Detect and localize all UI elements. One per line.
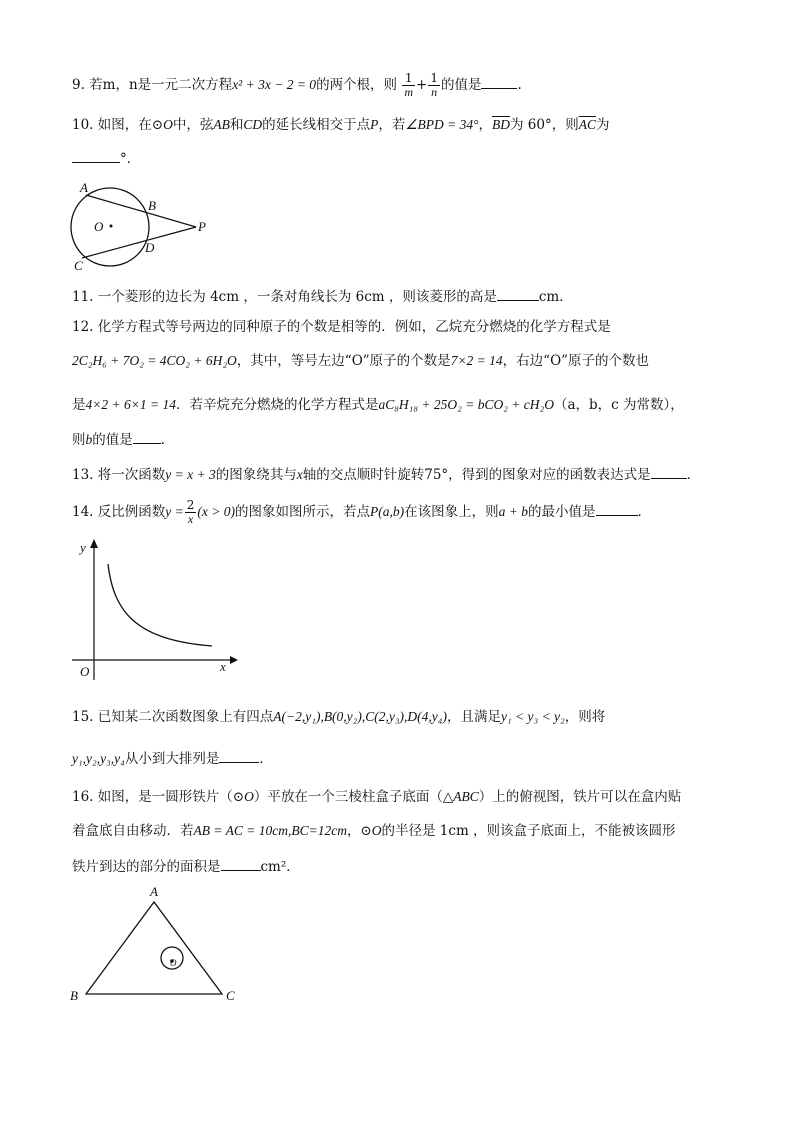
question-11 [72, 288, 573, 306]
text: 的图象如图所示，若点 [235, 504, 370, 520]
answer-blank[interactable] [219, 750, 259, 763]
question-16-line-3 [72, 858, 300, 876]
equation: x² + 3x − 2 = 0 [232, 77, 317, 92]
equation: aC₈H₁₈ + 25O₂ = bCO₂ + cH₂O [378, 397, 554, 412]
denominator: m [404, 85, 414, 99]
text: ．若辛烷充分燃烧的化学方程式是 [175, 397, 379, 413]
equation: 4×2 + 6×1 = 14 [85, 397, 176, 412]
label-b: B [148, 198, 156, 213]
text: 为 60°，则 [509, 117, 579, 133]
answer-blank[interactable] [497, 288, 539, 301]
text: 从小到大排列是 [124, 751, 220, 767]
text: （a，b，c 为常数）， [553, 397, 684, 413]
text: ，且满足 [446, 709, 501, 725]
fraction-1-over-m [402, 72, 415, 99]
text: ，若 [378, 117, 406, 133]
text: 若m，n是一元二次方程 [89, 77, 233, 93]
question-12-line-2 [72, 352, 649, 370]
text: ，⊙ [346, 823, 372, 839]
answer-blank[interactable] [72, 150, 120, 163]
question-9 [72, 72, 522, 99]
label-a: A [150, 884, 158, 899]
equation: AB = AC = 10cm,BC=12cm [193, 823, 347, 838]
var: CD [243, 117, 263, 132]
question-15 [72, 708, 605, 726]
question-number: 16. [72, 789, 94, 805]
condition: (x > 0) [197, 504, 235, 519]
variables: y₁,y₂,y₃,y₄ [72, 751, 125, 766]
text: ，右边“O”原子的个数也 [502, 353, 650, 369]
y-arrow [90, 539, 98, 548]
text: °． [120, 151, 141, 167]
denominator: n [431, 85, 438, 99]
label-c: C [226, 988, 235, 1003]
question-10-blank-line [72, 150, 140, 168]
text: 反比例函数 [97, 504, 166, 520]
question-12-line-1 [72, 318, 611, 336]
denominator: x [187, 512, 194, 526]
fraction-1-over-n [428, 72, 440, 99]
numerator: 2 [186, 498, 195, 512]
question-number: 10. [72, 117, 94, 133]
text: ）平放在一个三棱柱盒子底面（△ [253, 789, 454, 805]
text: 化学方程式等号两边的同种原子的个数是相等的．例如，乙烷充分燃烧的化学方程式是 [97, 319, 611, 335]
question-number: 12. [72, 319, 94, 335]
point: P(a,b) [370, 504, 405, 519]
text: . [517, 77, 522, 93]
var: x [296, 467, 303, 482]
label-p: P [198, 219, 206, 234]
text: 如图，是一圆形铁片（⊙ [97, 789, 245, 805]
question-10 [72, 116, 609, 134]
numerator: 1 [402, 72, 415, 86]
var: O [163, 117, 173, 132]
question-14 [72, 499, 651, 526]
arc-ac: $\overline{AC}$ [578, 117, 596, 132]
question-number: 11. [72, 289, 94, 305]
text: ． [160, 432, 175, 448]
text: cm． [538, 289, 573, 305]
text: 一个菱形的边长为 4cm ，一条对角线长为 6cm ，则该菱形的高是 [97, 289, 497, 305]
numerator: 1 [430, 71, 438, 85]
text: ， [478, 117, 492, 133]
text: ． [259, 751, 273, 767]
equation: 7×2 = 14 [450, 353, 503, 368]
var: P [370, 117, 379, 132]
triangle-abc [86, 902, 222, 994]
question-15-line-2 [72, 750, 273, 768]
fraction-2-over-x [185, 499, 197, 526]
function: y = x + 3 [165, 467, 216, 482]
var: O [371, 823, 382, 838]
label-o: O [94, 219, 104, 234]
question-12-line-3 [72, 396, 684, 414]
text: 轴的交点顺时针旋转75°，得到的图象对应的函数表达式是 [302, 467, 651, 483]
text: ，其中，等号左边“O”原子的个数是 [236, 353, 451, 369]
var: O [244, 789, 254, 804]
var: b [85, 432, 93, 447]
text: 的半径是 1cm ，则该盒子底面上，不能被该圆形 [381, 823, 676, 839]
answer-blank[interactable] [596, 503, 638, 516]
var: AB [213, 117, 230, 132]
circle-secant-figure [68, 180, 218, 272]
text: 的延长线相交于点 [262, 117, 371, 133]
text: 已知某二次函数图象上有四点 [97, 709, 274, 725]
text: 则 [72, 432, 86, 448]
triangle-coin-figure [66, 884, 256, 1008]
answer-blank[interactable] [133, 431, 161, 444]
text: 和 [229, 117, 244, 133]
text: ，则将 [564, 709, 606, 725]
text: 将一次函数 [97, 467, 166, 483]
text: 在该图象上，则 [404, 504, 499, 520]
label-c: C [74, 258, 83, 272]
answer-blank[interactable] [221, 858, 261, 871]
var: ABC [453, 789, 479, 804]
question-number: 13. [72, 467, 94, 483]
question-13 [72, 466, 700, 484]
label-d: D [145, 240, 155, 255]
label-x: x [220, 659, 226, 674]
expression: a + b [498, 504, 528, 519]
arc-bd: $\overline{BD}$ [491, 117, 510, 132]
text: 如图，在⊙ [97, 117, 164, 133]
answer-blank[interactable] [651, 466, 687, 479]
answer-blank[interactable] [481, 76, 517, 89]
label-origin: O [80, 664, 90, 679]
label-y: y [80, 540, 86, 555]
label-b: B [70, 988, 78, 1003]
hyperbola-curve [108, 564, 212, 646]
text: 铁片到达的部分的面积是 [72, 859, 221, 875]
question-number: 15. [72, 709, 94, 725]
x-arrow [230, 656, 238, 664]
text: 的值是 [92, 432, 133, 448]
text: ． [686, 467, 701, 483]
equation: 2C₂H₆ + 7O₂ = 4CO₂ + 6H₂O [72, 353, 237, 368]
angle: ∠BPD = 34° [405, 117, 479, 132]
var: y = [165, 504, 184, 519]
text: 的值是 [440, 77, 482, 93]
label-a: A [80, 180, 88, 195]
inverse-function-graph [70, 536, 240, 682]
question-16-line-2 [72, 822, 676, 840]
question-number: 9. [72, 77, 85, 93]
question-number: 14. [72, 504, 94, 520]
plus-sign: + [416, 77, 428, 93]
question-16-line-1 [72, 788, 681, 806]
text: 的两个根，则 [316, 77, 398, 93]
text: 着盒底自由移动．若 [72, 823, 194, 839]
text: 是 [72, 397, 86, 413]
text: ． [637, 504, 651, 520]
label-o: O [170, 958, 177, 968]
text: ）上的俯视图，铁片可以在盒内贴 [478, 789, 682, 805]
center-dot [110, 225, 113, 228]
text: 的最小值是 [528, 504, 596, 520]
points: A(−2,y₁),B(0,y₂),C(2,y₃),D(4,y₄) [273, 709, 447, 724]
text: 为 [595, 117, 610, 133]
inequality: y₁ < y₃ < y₂ [500, 709, 565, 724]
question-12-line-4 [72, 431, 174, 449]
text: 中，弦 [172, 117, 214, 133]
text: 的图象绕其与 [215, 467, 297, 483]
text: cm²． [260, 859, 300, 875]
